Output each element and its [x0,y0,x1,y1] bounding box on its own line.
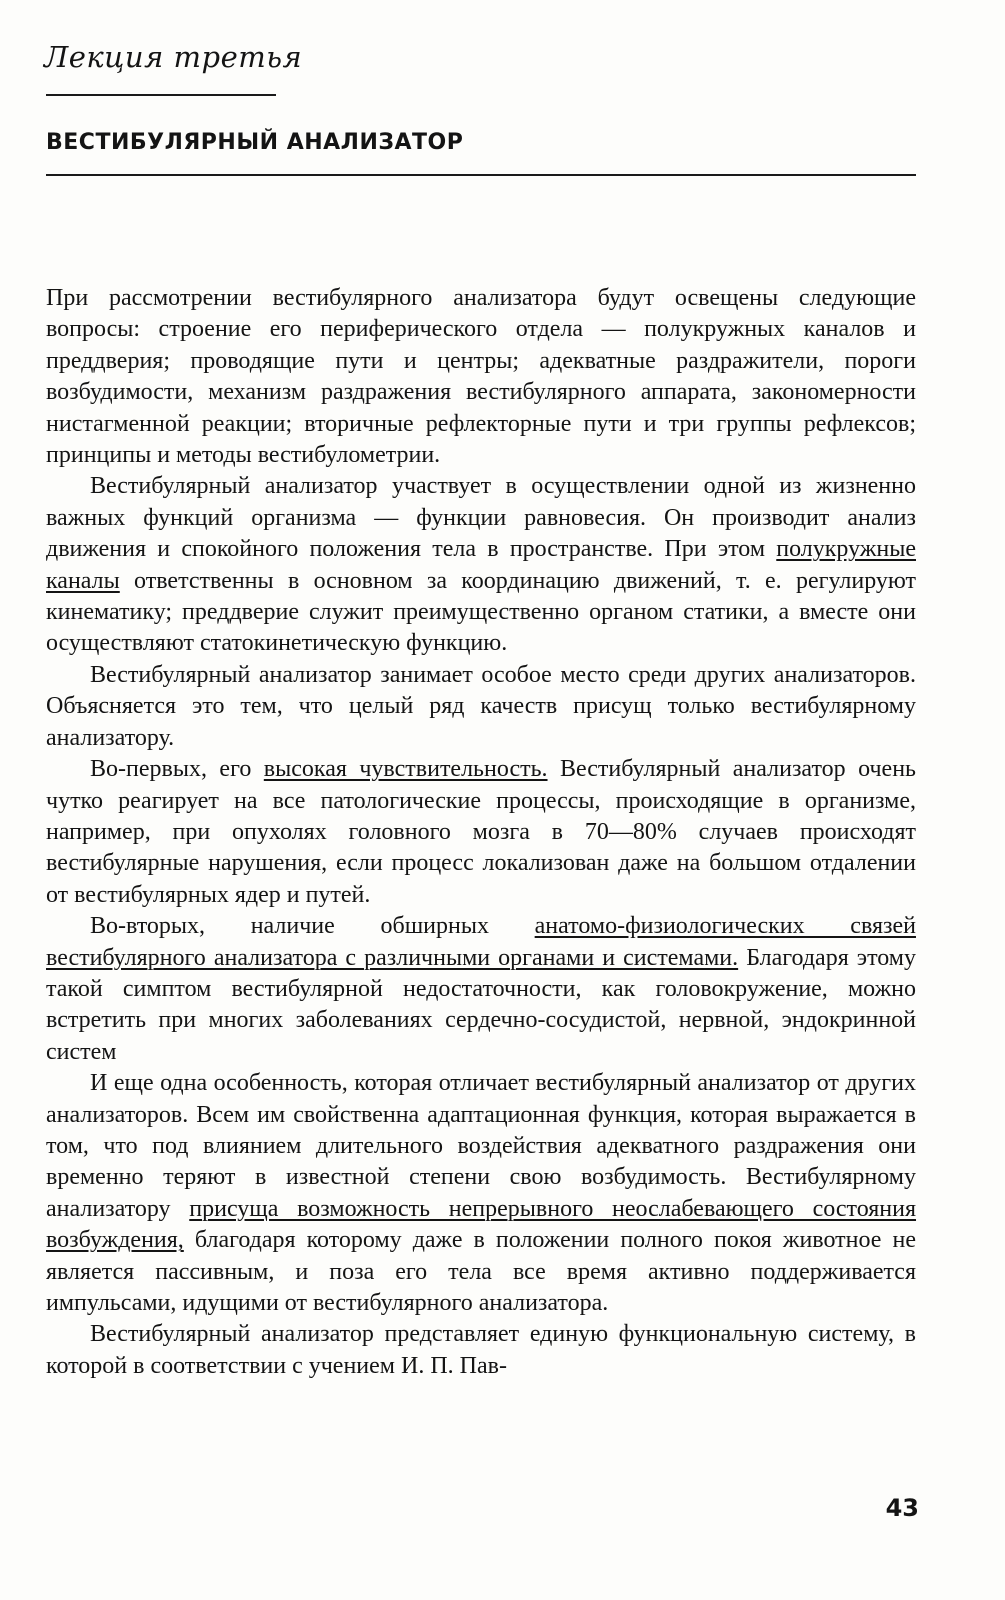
paragraph-text: Вестибулярный анализатор занимает особое место среди других анализаторов. Объясняется это тем, что целый ряд качеств присущ только вестибулярному анализатору. [46,661,916,751]
paragraph-text: При рассмотрении вестибулярного анализатора будут освещены следующие вопросы: строение его периферического отдела — полукружных каналов и преддверия; проводящие пути и центры; адекватные раздражители, пороги возбудимости, механизм раздражения вестибулярного аппарата, закономерности нистагменной реакции; вторичные рефлекторные пути и три группы рефлексов; принципы и методы вестибулометрии. [46,285,916,469]
paragraph-text: Во-первых, его [90,756,264,783]
paragraph-text: Вестибулярный анализатор участвует в осуществлении одной из жизненно важных функций организма — функции равновесия. Он производит анализ движения и спокойного положения тела в пространстве. При этом [46,473,916,563]
body-text [46,283,916,1382]
paragraph-text: И еще одна особенность, которая отличает вестибулярный анализатор от других анализаторов. Всем им свойственна адаптационная функция, которая выражается в том, что под влиянием длительного воздействия адекватного раздражения они временно теряют в известной степени свою возбудимость. Вестибулярному анализатору [46,1070,916,1222]
paragraph-text: Благодаря этому такой симптом вестибулярной недостаточности, как головокружение, можно встретить при многих заболеваниях сердечно-сосудистой, нервной, эндокринной систем [46,944,916,1065]
heading-rule-short [46,94,276,96]
underlined-phrase: полукружные каналы [46,536,916,594]
paragraph-text: Вестибулярный анализатор представляет единую функциональную систему, в которой в соответствии с учением И. П. Пав- [46,1321,916,1379]
underlined-phrase: высокая чувствительность. [263,756,548,783]
paragraph-text: Во-вторых, наличие обширных [90,913,535,940]
paragraph-text: ответственны в основном за координацию движений, т. е. регулируют кинематику; преддверие служит преимущественно органом статики, а вместе они осуществляют статокинетическую функцию. [46,567,916,657]
paragraph-text: Вестибулярный анализатор очень чутко реагирует на все патологические процессы, происходящие в организме, например, при опухолях головного мозга в 70—80% случаев происходят вестибулярные нарушения, если процесс локализован даже на большом отдалении от вестибулярных ядер и путей. [46,756,916,908]
underlined-phrase: присуща возможность непрерывного неослабевающего состояния возбуждения, [46,1195,917,1254]
lecture-heading: Лекция третья [44,40,303,74]
underlined-phrase: анатомо-физиологических связей вестибулярного анализатора с различными органами и системами. [46,913,916,971]
chapter-title: ВЕСТИБУЛЯРНЫЙ АНАЛИЗАТОР [46,130,464,155]
heading-rule-long [46,174,916,176]
paragraph-first-quality [46,754,916,911]
page-number: 43 [885,1494,919,1522]
paragraph-function [46,471,916,659]
paragraph-second-quality [46,911,916,1068]
paragraph-special-place [46,660,916,754]
paragraph-third-quality [46,1068,916,1319]
paragraph-text: благодаря которому даже в положении полного покоя животное не является пассивным, и поза его тела все время активно поддерживается импульсами, идущими от вестибулярного анализатора. [46,1227,916,1316]
paragraph-intro [46,283,916,471]
paragraph-system [46,1319,916,1382]
